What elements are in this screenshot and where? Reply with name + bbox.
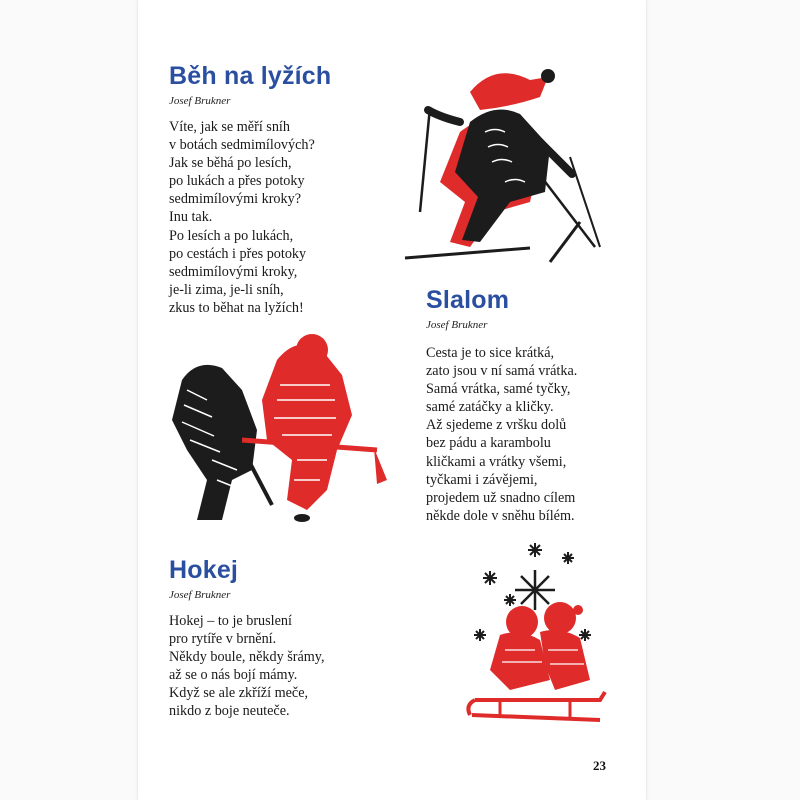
- poem-line: Když se ale zkříží meče,: [169, 685, 309, 702]
- poem-line: Někdy boule, někdy šrámy,: [169, 649, 325, 666]
- poem-line: bez pádu a karambolu: [426, 435, 551, 452]
- poem-text-slalom: [426, 344, 577, 525]
- poem-line: až se o nás bojí mámy.: [169, 667, 298, 684]
- poem-line: Víte, jak se měří sníh: [169, 119, 290, 135]
- poem-line: samé zatáčky a kličky.: [426, 399, 554, 416]
- poem-line: sedmimílovými kroky?: [169, 191, 302, 208]
- poem-line: je-li zima, je-li sníh,: [169, 281, 284, 298]
- poem-line: v botách sedmimílových?: [169, 137, 315, 154]
- poem-line: zkus to běhat na lyžích!: [169, 299, 304, 316]
- poem-line: projedem už snadno cílem: [426, 489, 576, 506]
- poem-line: zato jsou v ní samá vrátka.: [426, 363, 578, 380]
- poem-line: někde dole v sněhu bílém.: [426, 507, 575, 524]
- poem-line: pro rytíře v brnění.: [169, 631, 277, 648]
- sledding-illustration: [460, 540, 610, 730]
- poem-line: Inu tak.: [169, 209, 213, 226]
- poem-line: Po lesích a po lukách,: [169, 227, 294, 244]
- poem-title-slalom: Slalom: [426, 286, 510, 314]
- poem-author-hokej: Josef Brukner: [169, 589, 231, 601]
- poem-line: Cesta je to sice krátká,: [426, 345, 555, 361]
- poem-title-ski: Běh na lyžích: [169, 62, 332, 90]
- poem-line: sedmimílovými kroky,: [169, 263, 298, 280]
- poem-line: Až sjedeme z vršku dolů: [426, 417, 567, 434]
- skier-illustration: [400, 62, 615, 272]
- poem-line: kličkami a vrátky všemi,: [426, 453, 567, 470]
- poem-line: Jak se běhá po lesích,: [169, 155, 292, 172]
- hockey-illustration: [162, 330, 398, 530]
- poem-line: tyčkami i závějemi,: [426, 471, 538, 488]
- page-number: 23: [593, 758, 606, 773]
- poem-line: nikdo z boje neuteče.: [169, 703, 290, 720]
- poem-text-ski: [169, 118, 315, 317]
- poem-author-ski: Josef Brukner: [169, 95, 231, 107]
- poem-title-hokej: Hokej: [169, 556, 239, 584]
- poem-author-slalom: Josef Brukner: [426, 319, 488, 331]
- poem-line: po cestách i přes potoky: [169, 245, 307, 262]
- poem-text-hokej: [169, 612, 325, 721]
- poem-line: po lukách a přes potoky: [169, 173, 305, 190]
- poem-line: Hokej – to je bruslení: [169, 613, 292, 629]
- poem-line: Samá vrátka, samé tyčky,: [426, 381, 571, 398]
